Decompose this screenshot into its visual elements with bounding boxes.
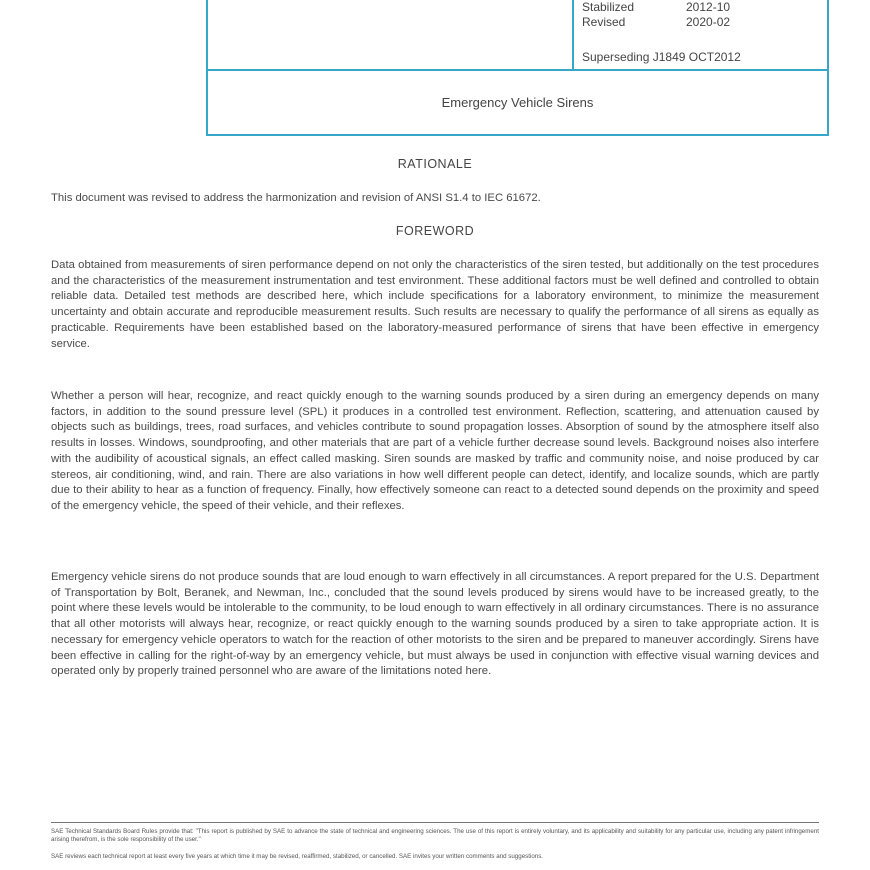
footer-disclaimer: SAE Technical Standards Board Rules provide that: "This report is published by SAE to advance the state of technical and engineering sciences. The use of this report is entirely voluntary, and its applicability and suitability for any particular use, including any patent infringement arising therefrom, is the sole responsibility of the user." bbox=[51, 828, 819, 843]
foreword-heading: FOREWORD bbox=[395, 224, 475, 238]
document-header-box bbox=[206, 0, 829, 136]
status-label: Stabilized bbox=[582, 0, 635, 14]
status-label: Revised bbox=[582, 15, 626, 29]
status-row-stabilized bbox=[582, 0, 730, 14]
foreword-paragraph-1: Data obtained from measurements of siren performance depend on not only the characteristics of the siren tested, but additionally on the test procedures and the characteristics of the measurement instrumentation and test environment. These additional factors must be well defined and controlled to obtain reliable data. Detailed test methods are described here, which include specifications for a laboratory environment, to minimize the measurement uncertainty and obtain accurate and reproducible measurement results. Such results are necessary to qualify the performance of all sirens as equally as practicable. Requirements have been established based on the laboratory-measured performance of sirens that have been effective in emergency service. bbox=[51, 259, 819, 350]
rationale-text: This document was revised to address the harmonization and revision of ANSI S1.4 to IEC 61672. bbox=[51, 192, 541, 204]
footer-review-note: SAE reviews each technical report at least every five years at which time it may be revised, reaffirmed, stabilized, or cancelled. SAE invites your written comments and suggestions. bbox=[51, 853, 544, 860]
status-value: 2012-10 bbox=[686, 0, 731, 14]
header-divider-vertical bbox=[572, 0, 574, 71]
foreword-paragraph-2: Whether a person will hear, recognize, and react quickly enough to the warning sounds produced by a siren during an emergency depends on many factors, in addition to the sound pressure level (SPL) it produces in a controlled test environment. Reflection, scattering, and attenuation caused by objects such as buildings, trees, road surfaces, and vehicles contribute to sound propagation losses. Absorption of sound by the atmosphere itself also results in losses. Windows, soundproofing, and other materials that are part of a vehicle further decrease sound levels. Background noises also interfere with the audibility of acoustical signals, an effect called masking. Siren sounds are masked by traffic and community noise, and noise produced by car stereos, air conditioning, wind, and rain. There are also variations in how well different people can detect, identify, and localize sounds, which are partly due to their ability to hear as a function of frequency. Finally, how effectively someone can react to a detected sound depends on the proximity and speed of the emergency vehicle, the speed of their vehicle, and their reflexes. bbox=[51, 390, 819, 512]
superseding-note: Superseding J1849 OCT2012 bbox=[582, 50, 741, 64]
status-row-revised bbox=[582, 15, 730, 29]
status-value: 2020-02 bbox=[686, 15, 731, 29]
footer-rule bbox=[51, 822, 819, 823]
header-divider-horizontal bbox=[208, 69, 827, 71]
foreword-paragraph-3: Emergency vehicle sirens do not produce sounds that are loud enough to warn effectively in all circumstances. A report prepared for the U.S. Department of Transportation by Bolt, Beranek, and Newman, Inc., concluded that the sound levels produced by sirens would have to be increased greatly, to the point where these levels would be intolerable to the community, to be loud enough to warn effectively in all ordinary circumstances. There is no assurance that all other motorists will always hear, recognize, or react quickly enough to the warning sounds produced by a siren to take appropriate action. It is necessary for emergency vehicle operators to watch for the reaction of other motorists to the siren and be prepared to maneuver accordingly. Sirens have been effective in calling for the right-of-way by an emergency vehicle, but must always be used in conjunction with effective visual warning devices and operated only by properly trained personnel who are aware of the limitations noted here. bbox=[51, 571, 819, 678]
document-title: Emergency Vehicle Sirens bbox=[441, 95, 594, 110]
rationale-heading: RATIONALE bbox=[397, 157, 473, 171]
